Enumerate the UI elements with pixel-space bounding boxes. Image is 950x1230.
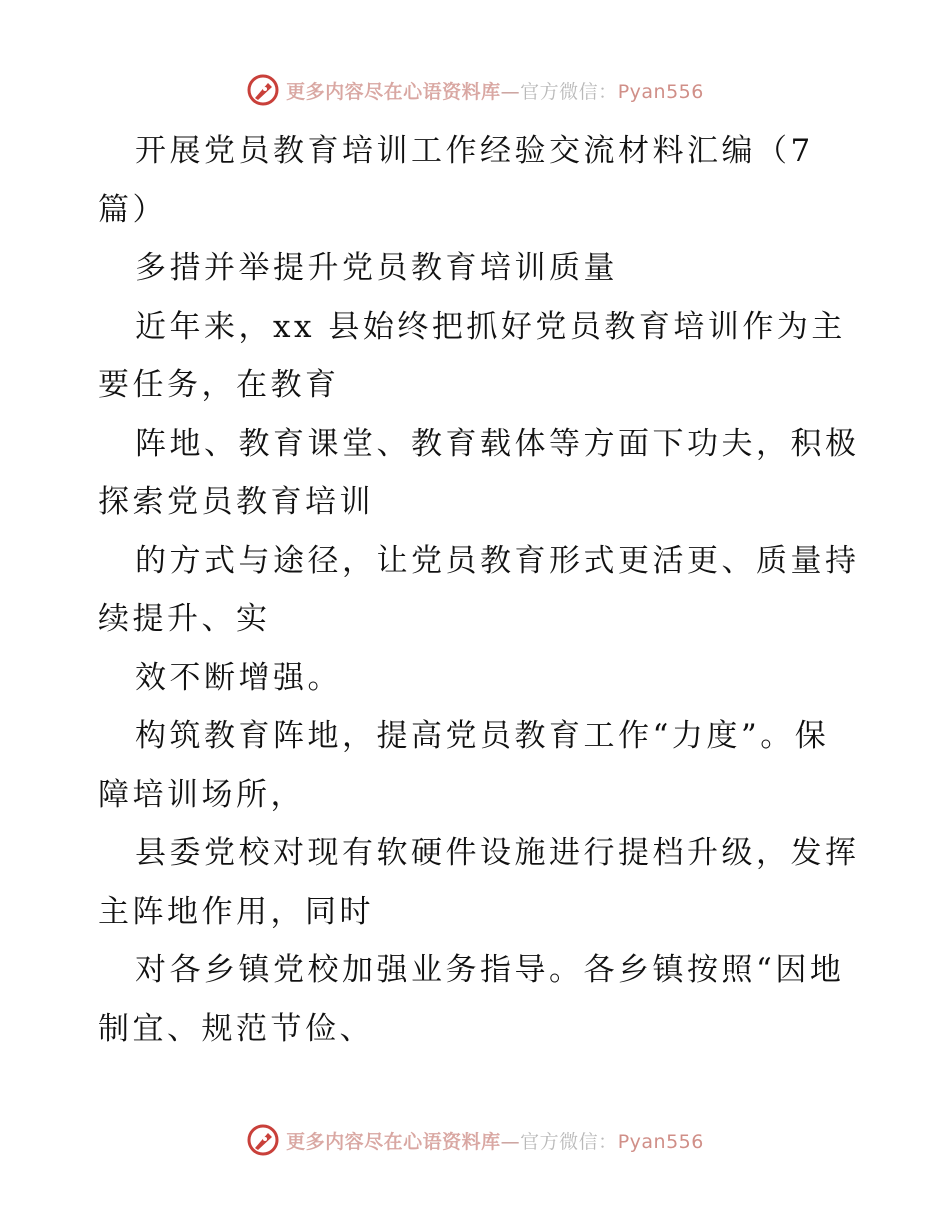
footer-banner-text [286, 1127, 704, 1154]
pen-nib-logo-icon [246, 73, 280, 107]
text-line: 制宜、规范节俭、 [98, 1010, 374, 1047]
text-line: 的方式与途径，让党员教育形式更活更、质量持 [135, 542, 860, 579]
text-line: 效不断增强。 [135, 659, 342, 696]
text-line: 阵地、教育课堂、教育载体等方面下功夫，积极 [135, 425, 860, 462]
text-line: 障培训场所， [98, 776, 305, 813]
footer-brand: 更多内容尽在心语资料库 [286, 1130, 501, 1153]
header-dash: — [500, 80, 521, 103]
header-wechat-id: Pyan556 [617, 80, 704, 103]
text-line: 要任务，在教育 [98, 367, 340, 403]
text-line: 续提升、实 [98, 601, 271, 637]
text-line: 近年来，xx 县始终把抓好党员教育培训作为主 [135, 308, 846, 345]
document-body [98, 122, 878, 1058]
pen-nib-logo-icon [246, 1123, 280, 1157]
header-brand: 更多内容尽在心语资料库 [286, 80, 501, 103]
header-label: 官方微信： [520, 80, 618, 103]
header-banner [0, 70, 950, 110]
header-banner-text [286, 77, 704, 104]
footer-wechat-id: Pyan556 [617, 1130, 704, 1153]
footer-dash: — [500, 1130, 521, 1153]
text-line: 主阵地作用，同时 [98, 893, 374, 930]
text-line: 开展党员教育培训工作经验交流材料汇编（7 [135, 133, 814, 169]
text-line: 构筑教育阵地，提高党员教育工作“力度”。保 [135, 718, 830, 754]
text-line: 探索党员教育培训 [98, 484, 374, 520]
text-line: 篇） [98, 191, 167, 228]
text-line: 多措并举提升党员教育培训质量 [135, 250, 618, 286]
text-line: 县委党校对现有软硬件设施进行提档升级，发挥 [135, 835, 860, 871]
footer-banner [0, 1120, 950, 1160]
text-line: 对各乡镇党校加强业务指导。各乡镇按照“因地 [135, 952, 845, 988]
footer-label: 官方微信： [520, 1130, 618, 1153]
